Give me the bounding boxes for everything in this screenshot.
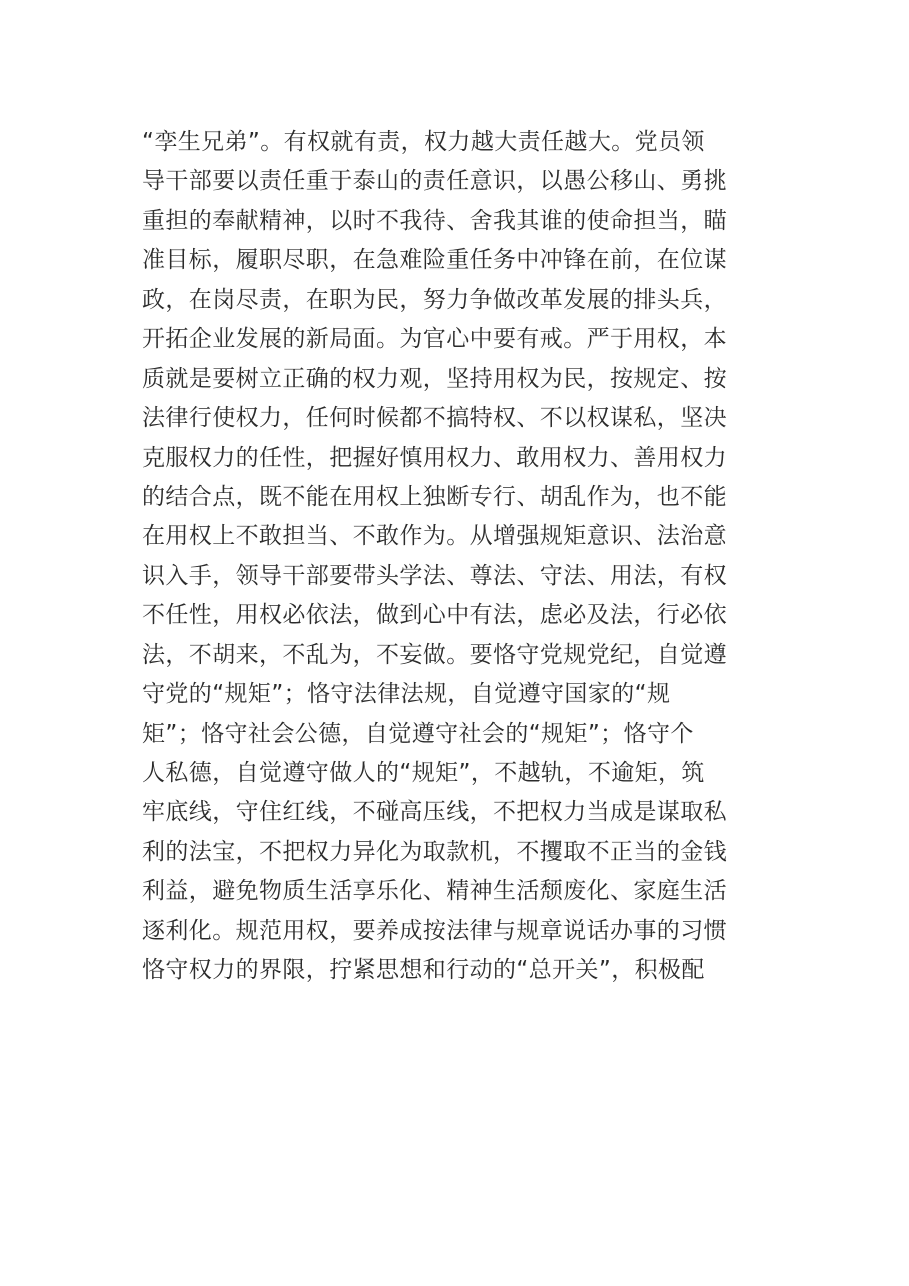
text-line: 人私德，自觉遵守做人的“规矩”，不越轨，不逾矩，筑: [142, 760, 705, 786]
text-line: 利的法宝，不把权力异化为取款机，不攫取不正当的金钱: [142, 838, 727, 865]
text-line: 质就是要树立正确的权力观，坚持用权为民，按规定、按: [142, 365, 727, 392]
text-line: 不任性，用权必依法，做到心中有法，虑必及法，行必依: [142, 602, 727, 629]
text-line: 利益，避免物质生活享乐化、精神生活颓废化、家庭生活: [142, 878, 727, 905]
text-line: 识入手，领导干部要带头学法、尊法、守法、用法，有权: [142, 562, 727, 589]
text-line: 的结合点，既不能在用权上独断专行、胡乱作为，也不能: [142, 483, 727, 510]
text-line: 法律行使权力，任何时候都不搞特权、不以权谋私，坚决: [142, 405, 727, 432]
text-line: 政，在岗尽责，在职为民，努力争做改革发展的排头兵，: [142, 286, 727, 313]
text-line: 重担的奉献精神，以时不我待、舍我其谁的使命担当，瞄: [142, 207, 727, 234]
text-line: 导干部要以责任重于泰山的责任意识，以愚公移山、勇挑: [142, 168, 727, 195]
body-paragraph: [142, 123, 782, 991]
text-line: 逐利化。规范用权，要养成按法律与规章说话办事的习惯: [142, 917, 727, 944]
text-line: 牢底线，守住红线，不碰高压线，不把权力当成是谋取私: [142, 799, 727, 826]
text-line: 准目标，履职尽职，在急难险重任务中冲锋在前，在位谋: [142, 247, 727, 274]
text-line: “孪生兄弟”。有权就有责，权力越大责任越大。党员领: [142, 129, 705, 155]
text-line: 恪守权力的界限，拧紧思想和行动的“总开关”，积极配: [142, 957, 705, 984]
text-line: 克服权力的任性，把握好慎用权力、敢用权力、善用权力: [142, 444, 727, 471]
text-line: 守党的“规矩”；恪守法律法规，自觉遵守国家的“规: [142, 681, 671, 708]
text-line: 法，不胡来，不乱为，不妄做。要恪守党规党纪，自觉遵: [142, 641, 727, 668]
text-line: 在用权上不敢担当、不敢作为。从增强规矩意识、法治意: [142, 523, 727, 550]
text-line: 开拓企业发展的新局面。为官心中要有戒。严于用权，本: [142, 326, 727, 353]
text-line: 矩”；恪守社会公德，自觉遵守社会的“规矩”；恪守个: [142, 720, 694, 747]
